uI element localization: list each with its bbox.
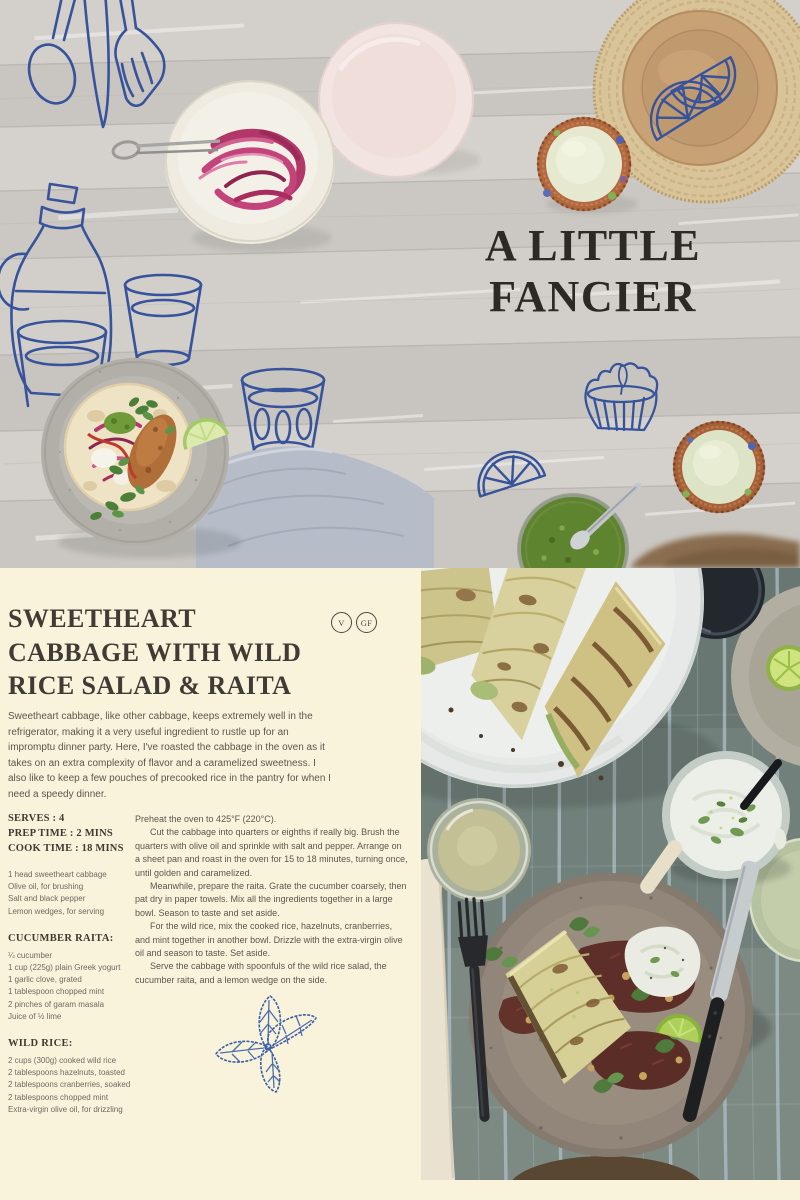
ingredients-rice: [8, 1055, 132, 1116]
recipe-meta: [8, 811, 132, 856]
ingredient: Juice of ½ lime: [8, 1011, 62, 1021]
ingredients-main: [8, 869, 132, 918]
chapter-title-line1: A LITTLE: [484, 221, 702, 270]
recipe-photo: [421, 568, 800, 1180]
ingredient: 1 tablespoon chopped mint: [8, 987, 105, 997]
ingredient: 2 cups (300g) cooked wild rice: [8, 1056, 117, 1066]
wine-glass: [427, 798, 531, 902]
ingredient: 2 tablespoons chopped mint: [8, 1092, 109, 1102]
guacamole: [104, 412, 136, 434]
recipe-title-line: SWEETHEART: [8, 604, 197, 633]
method-paragraph: Preheat the oven to 425°F (220°C).: [135, 814, 277, 824]
method-column: [135, 813, 409, 987]
chapter-title-line2: FANCIER: [489, 272, 697, 321]
ingredient: Olive oil, for brushing: [8, 882, 84, 892]
ingredient: 1 head sweetheart cabbage: [8, 870, 107, 879]
ingredient: 1 garlic clove, grated: [8, 975, 82, 985]
recipe-spread: [0, 568, 800, 1200]
ingredient: Extra-virgin olive oil, for drizzling: [8, 1104, 123, 1114]
ingredient: ¼ cucumber: [8, 950, 53, 960]
recipe-meta-line: SERVES : 4: [8, 813, 65, 824]
ingredients-raita: [8, 950, 132, 1023]
method-paragraph: Serve the cabbage with spoonfuls of the wild rice salad, the cucumber raita, and a lemon wedge on the side.: [135, 961, 387, 985]
raita-bowl: [662, 751, 791, 884]
ingredient: 1 cup (225g) plain Greek yogurt: [8, 963, 121, 973]
diet-badge: GF: [356, 612, 377, 633]
recipe-intro: Sweetheart cabbage, like other cabbage, keeps extremely well in the refrigerator, making it a very useful ingredient to rustle up for an impromptu dinner party. Here, I've roasted the cabbage in the oven as it takes on an extra complexity of flavor and a caramelized sweetness. I also like to keep a few pouches of precooked rice in the pantry for when I need a speedy dinner.: [8, 711, 331, 800]
diet-badge: V: [331, 612, 352, 633]
diet-badges: [331, 612, 377, 633]
ingredient: 2 tablespoons cranberries, soaked: [8, 1080, 131, 1090]
margarita-glass-bottom: [673, 421, 765, 513]
crema: [91, 448, 117, 468]
chapter-opener-photo: [0, 0, 800, 568]
ingredients-column: [8, 811, 132, 1116]
mint-sprig-icon: [212, 992, 324, 1096]
ingredient: Lemon wedges, for serving: [8, 906, 105, 916]
method-paragraph: Meanwhile, prepare the raita. Grate the cucumber coarsely, then pat dry in paper towels. Mix all the ingredients together in a large bowl. Season to taste and set aside.: [135, 881, 407, 918]
rice-heading: WILD RICE:: [8, 1038, 73, 1050]
method-paragraph: Cut the cabbage into quarters or eighths if really big. Brush the quarters with olive oil and sprinkle with salt and pepper. Arrange on a sheet pan and roast in the oven for 15 to 18 minutes, turning once, until golden and caramelized.: [135, 827, 408, 878]
raita-heading: CUCUMBER RAITA:: [8, 932, 114, 944]
recipe-page: [0, 568, 421, 1200]
ingredient: Salt and black pepper: [8, 894, 86, 904]
recipe-meta-line: PREP TIME : 2 MINS: [8, 828, 113, 839]
chapter-title: [460, 220, 726, 322]
ingredient: 2 tablespoons hazelnuts, toasted: [8, 1068, 125, 1078]
method-paragraph: For the wild rice, mix the cooked rice, hazelnuts, cranberries, and mint together in another bowl. Drizzle with the extra-virgin olive oil and season to taste. Set aside.: [135, 921, 403, 959]
recipe-meta-line: COOK TIME : 18 MINS: [8, 843, 124, 854]
recipe-title-line: RICE SALAD & RAITA: [8, 671, 292, 700]
cabbage-platter: [421, 568, 721, 808]
ingredient: 2 pinches of garam masala: [8, 999, 105, 1009]
recipe-title: [8, 602, 301, 703]
recipe-title-line: CABBAGE WITH WILD: [8, 637, 302, 667]
